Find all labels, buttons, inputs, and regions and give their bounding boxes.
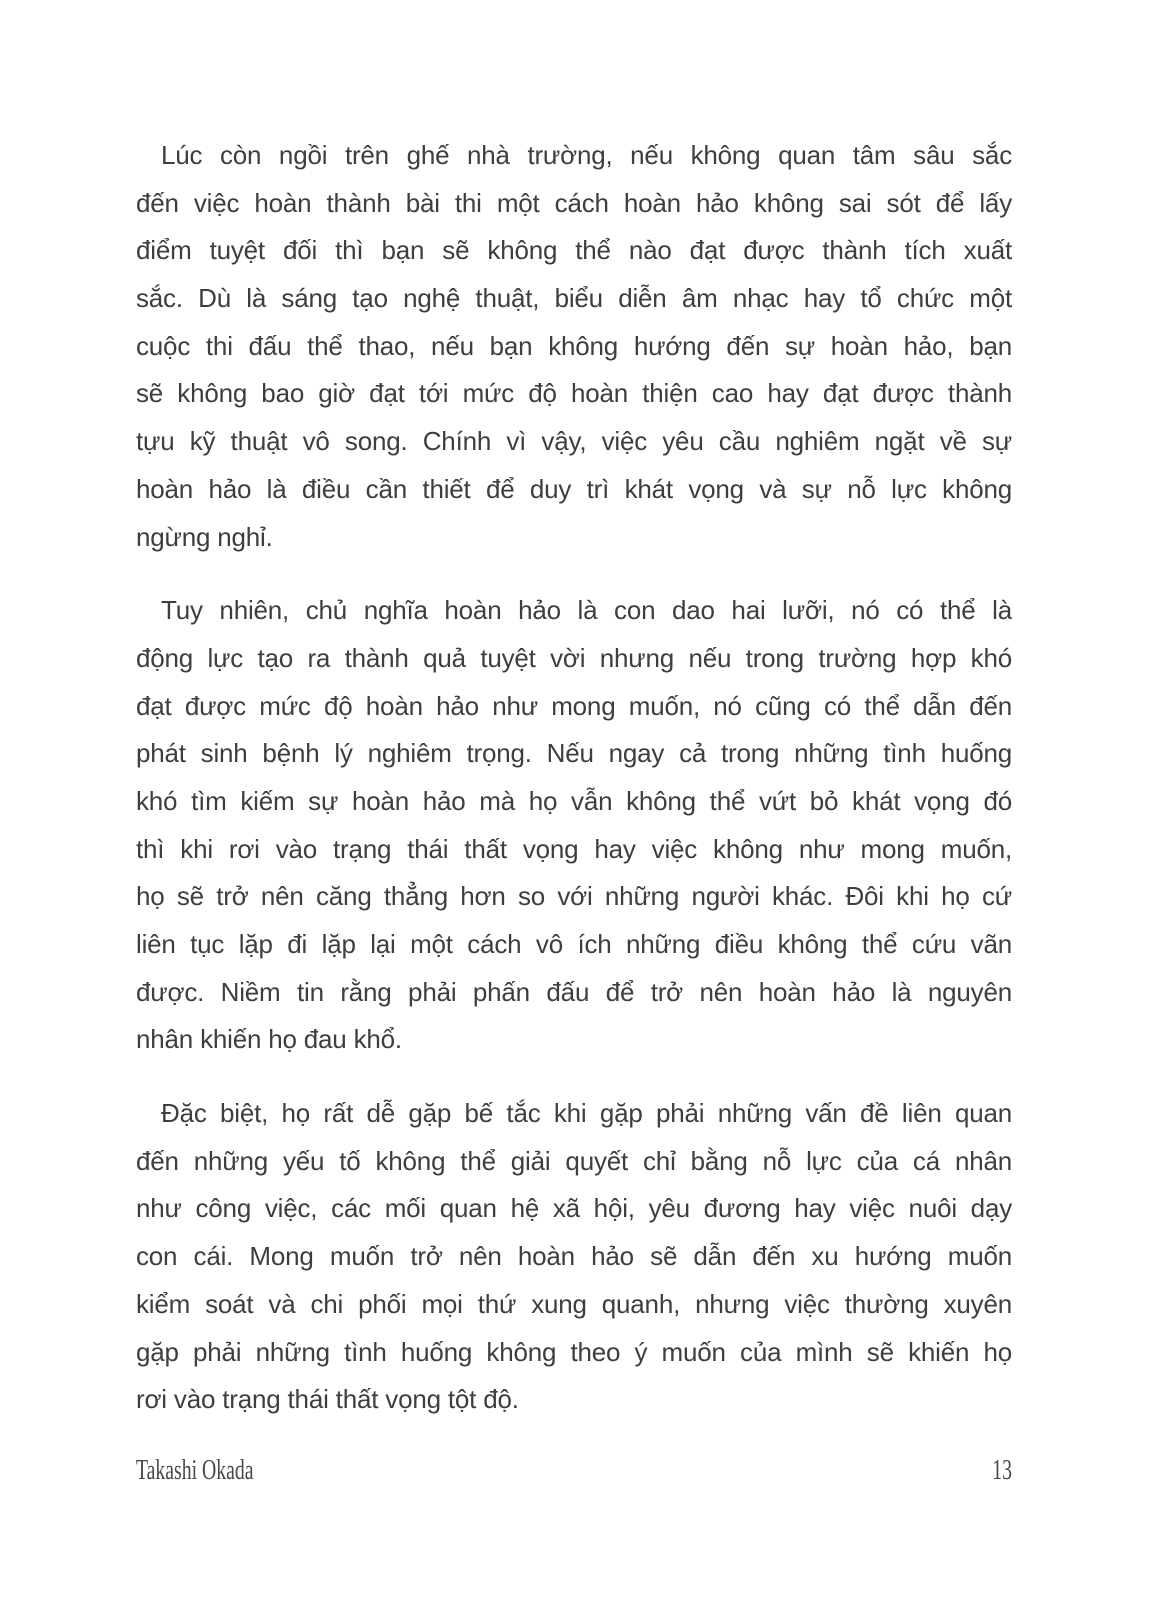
text-line: sắc. Dù là sáng tạo nghệ thuật, biểu diễn âm nhạc hay tổ chức một <box>136 283 1012 314</box>
text-line: được. Niềm tin rằng phải phấn đấu để trở nên hoàn hảo là nguyên <box>136 976 1012 1007</box>
footer-author: Takashi Okada <box>136 1454 254 1486</box>
text-line: nhân khiến họ đau khổ. <box>136 1024 402 1055</box>
text-line: hoàn hảo là điều cần thiết để duy trì khát vọng và sự nỗ lực không <box>136 473 1012 504</box>
paragraph <box>136 587 1012 1064</box>
text-line: cuộc thi đấu thể thao, nếu bạn không hướng đến sự hoàn hảo, bạn <box>136 330 1012 361</box>
footer-author-wrap <box>136 1452 309 1488</box>
paragraph <box>136 1090 1012 1424</box>
text-line: con cái. Mong muốn trở nên hoàn hảo sẽ dẫn đến xu hướng muốn <box>136 1241 1012 1272</box>
text-line: thì khi rơi vào trạng thái thất vọng hay việc không như mong muốn, <box>136 833 1012 864</box>
text-line: rơi vào trạng thái thất vọng tột độ. <box>136 1384 519 1415</box>
text-line: như công việc, các mối quan hệ xã hội, yêu đương hay việc nuôi dạy <box>136 1193 1012 1224</box>
text-line: Tuy nhiên, chủ nghĩa hoàn hảo là con dao hai lưỡi, nó có thể là <box>161 595 1012 626</box>
footer-page-number-wrap <box>983 1452 1012 1488</box>
footer-page-number: 13 <box>992 1454 1012 1486</box>
text-line: Đặc biệt, họ rất dễ gặp bế tắc khi gặp phải những vấn đề liên quan <box>161 1098 1012 1129</box>
text-line: đến những yếu tố không thể giải quyết chỉ bằng nỗ lực của cá nhân <box>136 1145 1012 1176</box>
text-line: Lúc còn ngồi trên ghế nhà trường, nếu không quan tâm sâu sắc <box>161 140 1012 170</box>
text-line: gặp phải những tình huống không theo ý muốn của mình sẽ khiến họ <box>136 1336 1012 1367</box>
text-line: đạt được mức độ hoàn hảo như mong muốn, nó cũng có thể dẫn đến <box>136 690 1012 721</box>
paragraph <box>136 132 1012 561</box>
page-footer <box>136 1452 1012 1488</box>
text-line: đến việc hoàn thành bài thi một cách hoàn hảo không sai sót để lấy <box>136 187 1012 218</box>
text-line: khó tìm kiếm sự hoàn hảo mà họ vẫn không thể vứt bỏ khát vọng đó <box>136 785 1012 816</box>
text-line: điểm tuyệt đối thì bạn sẽ không thể nào đạt được thành tích xuất <box>136 235 1012 266</box>
text-line: kiểm soát và chi phối mọi thứ xung quanh, nhưng việc thường xuyên <box>136 1288 1012 1319</box>
text-line: tựu kỹ thuật vô song. Chính vì vậy, việc yêu cầu nghiêm ngặt về sự <box>136 426 1012 457</box>
text-line: liên tục lặp đi lặp lại một cách vô ích những điều không thể cứu vãn <box>136 929 1012 959</box>
text-line: sẽ không bao giờ đạt tới mức độ hoàn thiện cao hay đạt được thành <box>136 378 1012 409</box>
text-line: phát sinh bệnh lý nghiêm trọng. Nếu ngay cả trong những tình huống <box>136 738 1012 769</box>
text-line: động lực tạo ra thành quả tuyệt vời nhưng nếu trong trường hợp khó <box>136 642 1012 673</box>
text-line: họ sẽ trở nên căng thẳng hơn so với những người khác. Đôi khi họ cứ <box>136 881 1012 912</box>
text-line: ngừng nghỉ. <box>136 521 273 552</box>
page-body-text <box>136 132 1012 1450</box>
